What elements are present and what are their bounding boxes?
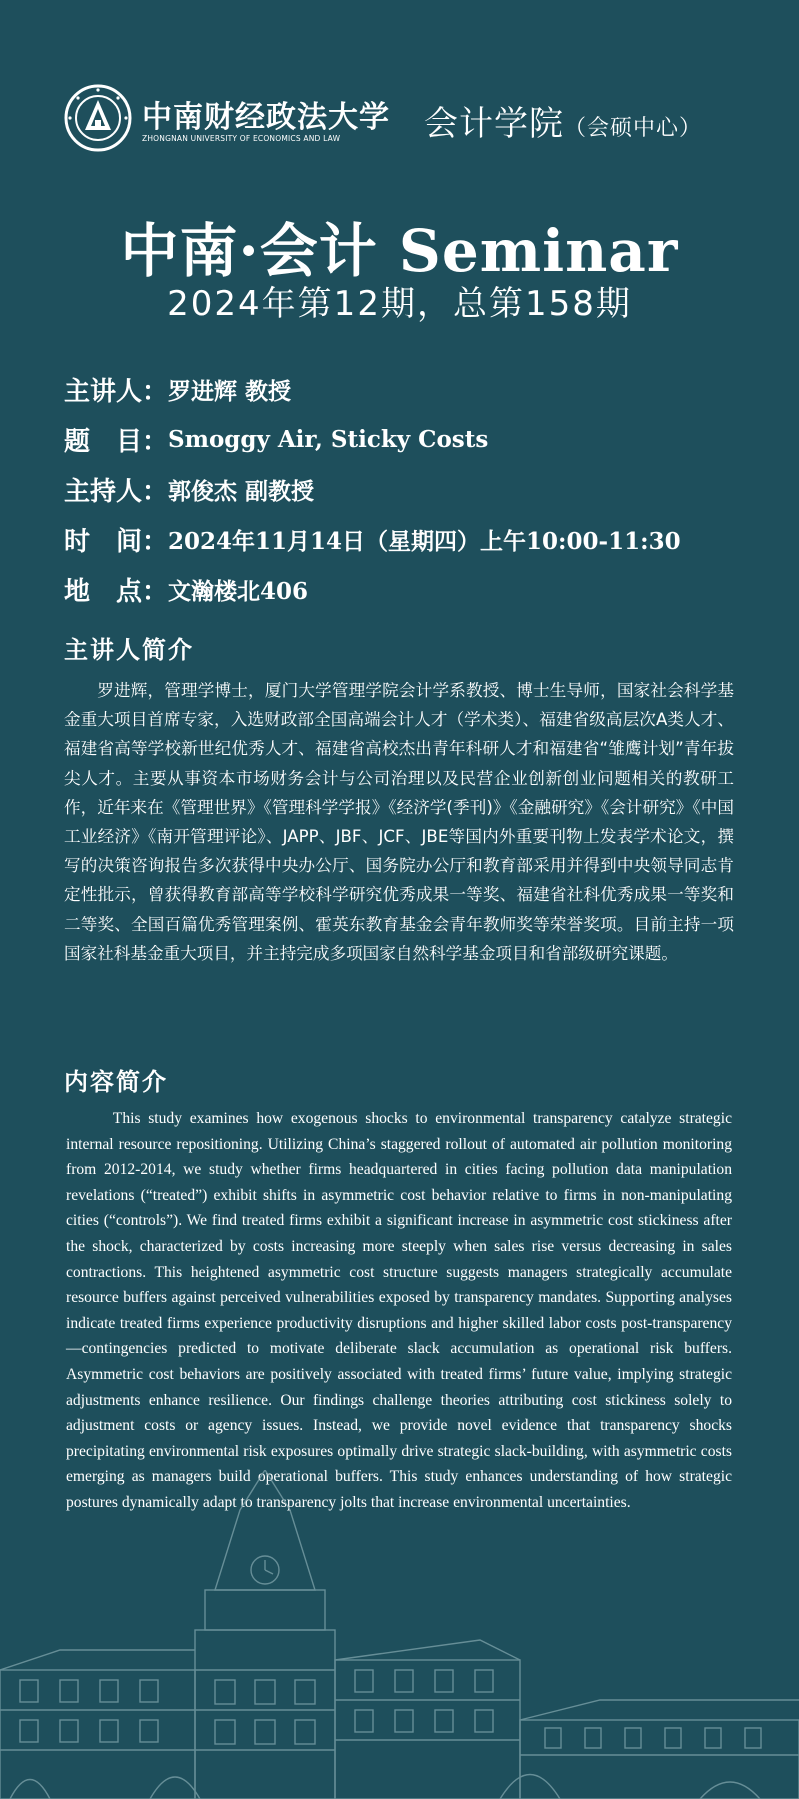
- campus-building-illustration: [0, 1470, 799, 1799]
- school-name: [424, 96, 702, 145]
- speaker-bio: 罗进辉，管理学博士，厦门大学管理学院会计学系教授、博士生导师，国家社会科学基金重大项目首席专家，入选财政部全国高端会计人才（学术类）、福建省级高层次A类人才、福建省高等学校新世纪优秀人才、福建省高校杰出青年科研人才和福建省“雏鹰计划”青年拔尖人才。主要从事资本市场财务会计与公司治理以及民营企业创新创业问题相关的教研工作，近年来在《管理世界》《管理科学学报》《经济学(季刊)》《金融研究》《会计研究》《中国工业经济》《南开管理评论》、JAPP、JBF、JCF、JBE等国内外重要刊物上发表学术论文，撰写的决策咨询报告多次获得中央办公厅、国务院办公厅和教育部采用并得到中央领导同志肯定性批示，曾获得教育部高等学校科学研究优秀成果一等奖、福建省社科优秀成果一等奖和二等奖、全国百篇优秀管理案例、霍英东教育基金会青年教师奖等荣誉奖项。目前主持一项国家社科基金重大项目，并主持完成多项国家自然科学基金项目和省部级研究课题。: [64, 681, 734, 963]
- speaker-value: 罗进辉 教授: [168, 377, 292, 405]
- info-speaker: [64, 364, 784, 414]
- bio-heading: 主讲人简介: [64, 636, 194, 664]
- seminar-title: 中南·会计 Seminar: [120, 217, 679, 285]
- university-name-en: ZHONGNAN UNIVERSITY OF ECONOMICS AND LAW: [142, 134, 341, 143]
- place-label: 地 点：: [64, 576, 169, 607]
- time-label: 时 间：: [64, 526, 169, 557]
- speaker-label: 主讲人：: [64, 376, 169, 407]
- seminar-info-list: [64, 364, 784, 614]
- info-time: [64, 514, 784, 564]
- topic-value: Smoggy Air, Sticky Costs: [168, 425, 489, 453]
- info-place: [64, 564, 784, 614]
- info-host: [64, 464, 784, 514]
- university-name: 中南财经政法大学: [142, 100, 390, 135]
- header: [64, 78, 764, 158]
- topic-label: 题 目：: [64, 426, 169, 457]
- time-value: 2024年11月14日（星期四）上午10:00-11:30: [168, 527, 681, 555]
- school-subtitle: （会硕中心）: [564, 116, 703, 141]
- abstract-heading: 内容简介: [64, 1068, 168, 1096]
- host-label: 主持人：: [64, 476, 169, 507]
- info-topic: [64, 414, 784, 464]
- place-value: 文瀚楼北406: [168, 577, 309, 605]
- school-title: 会计学院: [424, 104, 564, 144]
- university-emblem-icon: [64, 84, 132, 152]
- seminar-issue: 2024年第12期，总第158期: [167, 284, 632, 324]
- host-value: 郭俊杰 副教授: [168, 477, 315, 505]
- talk-abstract: This study examines how exogenous shocks to environmental transparency catalyze strategic internal resource repositioning. Utilizing China’s staggered rollout of automated air pollution monitoring from 2012-2014, we study whether firms headquartered in cities facing pollution data manipulation revelations (“treated”) exhibit shifts in asymmetric cost behavior relative to firms in non-manipulating cities (“controls”). We find treated firms exhibit a significant increase in asymmetric cost stickiness after the shock, characterized by costs increasing more steeply when sales rise versus decreasing in sales contractions. This heightened asymmetric cost structure suggests managers strategically accumulate resource buffers against perceived vulnerabilities exposed by transparency mandates. Supporting analyses indicate treated firms experience productivity disruptions and higher skilled labor costs post-transparency—contingencies predicted to motivate deliberate slack accumulation as operational risk buffers. Asymmetric cost behaviors are positively associated with treated firms’ future value, implying strategic adjustments enhance resilience. Our findings challenge theories attributing cost stickiness solely to adjustment costs or agency issues. Instead, we provide novel evidence that transparency shocks precipitating environmental risk exposures optimally drive strategic slack-building, with asymmetric costs emerging as managers build operational buffers. This study enhances understanding of how strategic postures dynamically adapt to transparency jolts that increase environmental uncertainties.: [66, 1110, 732, 1511]
